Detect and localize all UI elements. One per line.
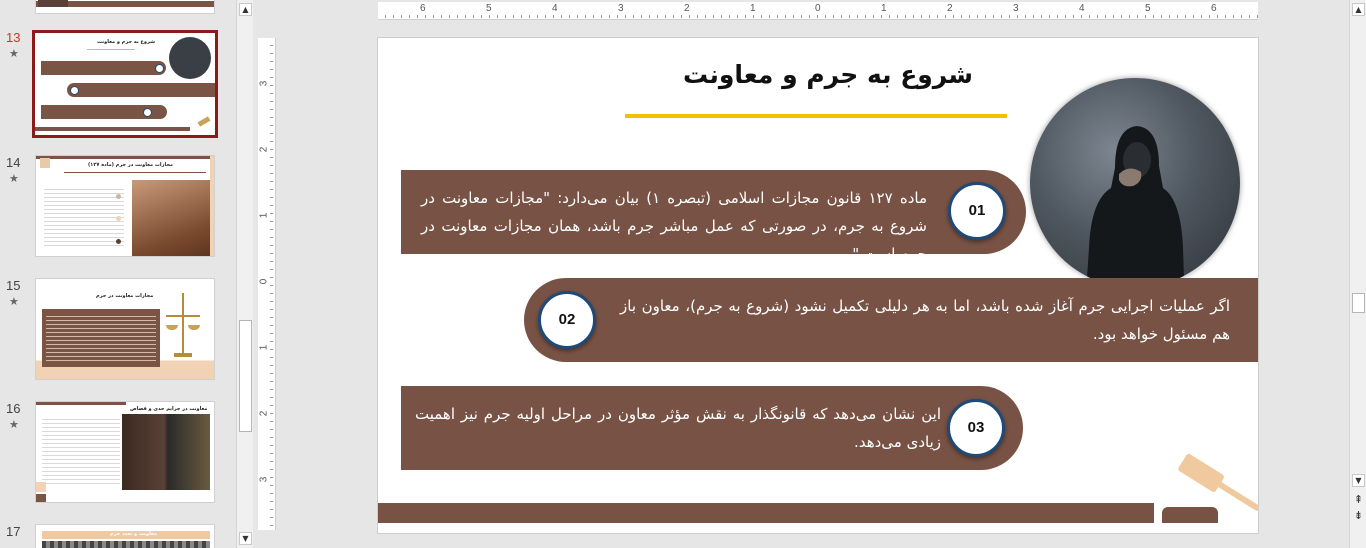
scroll-up-arrow-icon[interactable]: ▲ (239, 3, 252, 16)
ruler-number: 2 (258, 410, 270, 417)
footer-bar (378, 503, 1154, 523)
horizontal-ruler (378, 2, 1258, 20)
ruler-number: 4 (1079, 3, 1085, 14)
ruler-number: 2 (947, 3, 953, 14)
thumbnail-title: شروع به جرم و معاونت (97, 39, 155, 45)
point-number-badge: 03 (947, 399, 1005, 457)
thumbnail-scrollbar[interactable] (236, 0, 253, 548)
scroll-up-arrow-icon[interactable]: ▲ (1352, 3, 1365, 16)
ruler-number: 4 (552, 3, 558, 14)
scrollbar-thumb[interactable] (1352, 293, 1365, 313)
next-slide-icon[interactable]: ⇟ (1353, 509, 1364, 522)
hooded-figure-photo[interactable] (1030, 78, 1240, 288)
slide-thumbnail-13[interactable] (32, 30, 218, 138)
point-number-badge: 01 (948, 182, 1006, 240)
slide-number: 14 (6, 155, 21, 170)
ruler-number: 1 (750, 3, 756, 14)
point-card-01[interactable] (401, 170, 1026, 263)
slide-thumbnail-12[interactable] (35, 0, 215, 14)
point-number-badge: 02 (538, 291, 596, 349)
ruler-number: 5 (1145, 3, 1151, 14)
ruler-number: 2 (684, 3, 690, 14)
thumbnail-title: مجازات معاونت در جرم (96, 293, 154, 299)
vertical-ruler (258, 38, 276, 530)
animation-star-icon: ★ (9, 418, 19, 431)
thumbnail-title: معاونت در جرایم حدی و قصاص (130, 406, 208, 412)
slide-number: 16 (6, 401, 21, 416)
hooded-person-image (1085, 108, 1185, 288)
ruler-number: 1 (258, 212, 270, 219)
point-text: ماده ۱۲۷ قانون مجازات اسلامی (تبصره ۱) بیان می‌دارد: "مجازات معاونت در شروع به جرم، در صورتی که عمل مباشر جرم باشد، همان مجازات معاونت در جرم است." (421, 189, 927, 263)
animation-star-icon: ★ (9, 295, 19, 308)
slide-thumbnail-16[interactable] (35, 401, 215, 503)
animation-star-icon: ★ (9, 172, 19, 185)
slide-number: 13 (6, 30, 21, 45)
slide-title[interactable]: شروع به جرم و معاونت (683, 60, 973, 89)
gavel-icon (1168, 448, 1258, 518)
slide-thumbnail-17[interactable] (35, 524, 215, 548)
ruler-number: 0 (815, 3, 821, 14)
ruler-number: 3 (618, 3, 624, 14)
slide-number: 15 (6, 278, 21, 293)
ruler-number: 0 (258, 278, 270, 285)
ruler-number: 5 (486, 3, 492, 14)
title-underline (625, 114, 1007, 118)
point-text: اگر عملیات اجرایی جرم آغاز شده باشد، اما به هر دلیلی تکمیل نشود (شروع به جرم)، معاون باز هم مسئول خواهد بود. (620, 297, 1230, 343)
animation-star-icon: ★ (9, 47, 19, 60)
slide-thumbnail-14[interactable] (35, 155, 215, 257)
previous-slide-icon[interactable]: ⇞ (1353, 493, 1364, 506)
scroll-down-arrow-icon[interactable]: ▼ (239, 532, 252, 545)
ruler-number: 3 (258, 476, 270, 483)
slide-thumbnail-15[interactable] (35, 278, 215, 380)
ruler-number: 1 (881, 3, 887, 14)
thumbnail-title: معاونت و تعدد جرم (110, 531, 157, 537)
ruler-number: 6 (1211, 3, 1217, 14)
editor-scrollbar[interactable] (1349, 0, 1366, 548)
slide-canvas[interactable] (377, 37, 1259, 534)
scroll-down-arrow-icon[interactable]: ▼ (1352, 474, 1365, 487)
ruler-number: 3 (1013, 3, 1019, 14)
ruler-number: 3 (258, 80, 270, 87)
thumbnail-title: مجازات معاونت در جرم (ماده ۱۲۷) (88, 162, 174, 168)
ruler-number: 1 (258, 344, 270, 351)
point-card-02[interactable] (524, 278, 1258, 362)
slide-number: 17 (6, 524, 21, 539)
point-text: این نشان می‌دهد که قانونگذار به نقش مؤثر معاون در مراحل اولیه جرم نیز اهمیت زیادی می‌دهد. (415, 405, 941, 451)
ruler-number: 2 (258, 146, 270, 153)
point-card-03[interactable] (401, 386, 1023, 470)
ruler-number: 6 (420, 3, 426, 14)
slide-thumbnail-panel (0, 0, 234, 548)
scrollbar-thumb[interactable] (239, 320, 252, 432)
